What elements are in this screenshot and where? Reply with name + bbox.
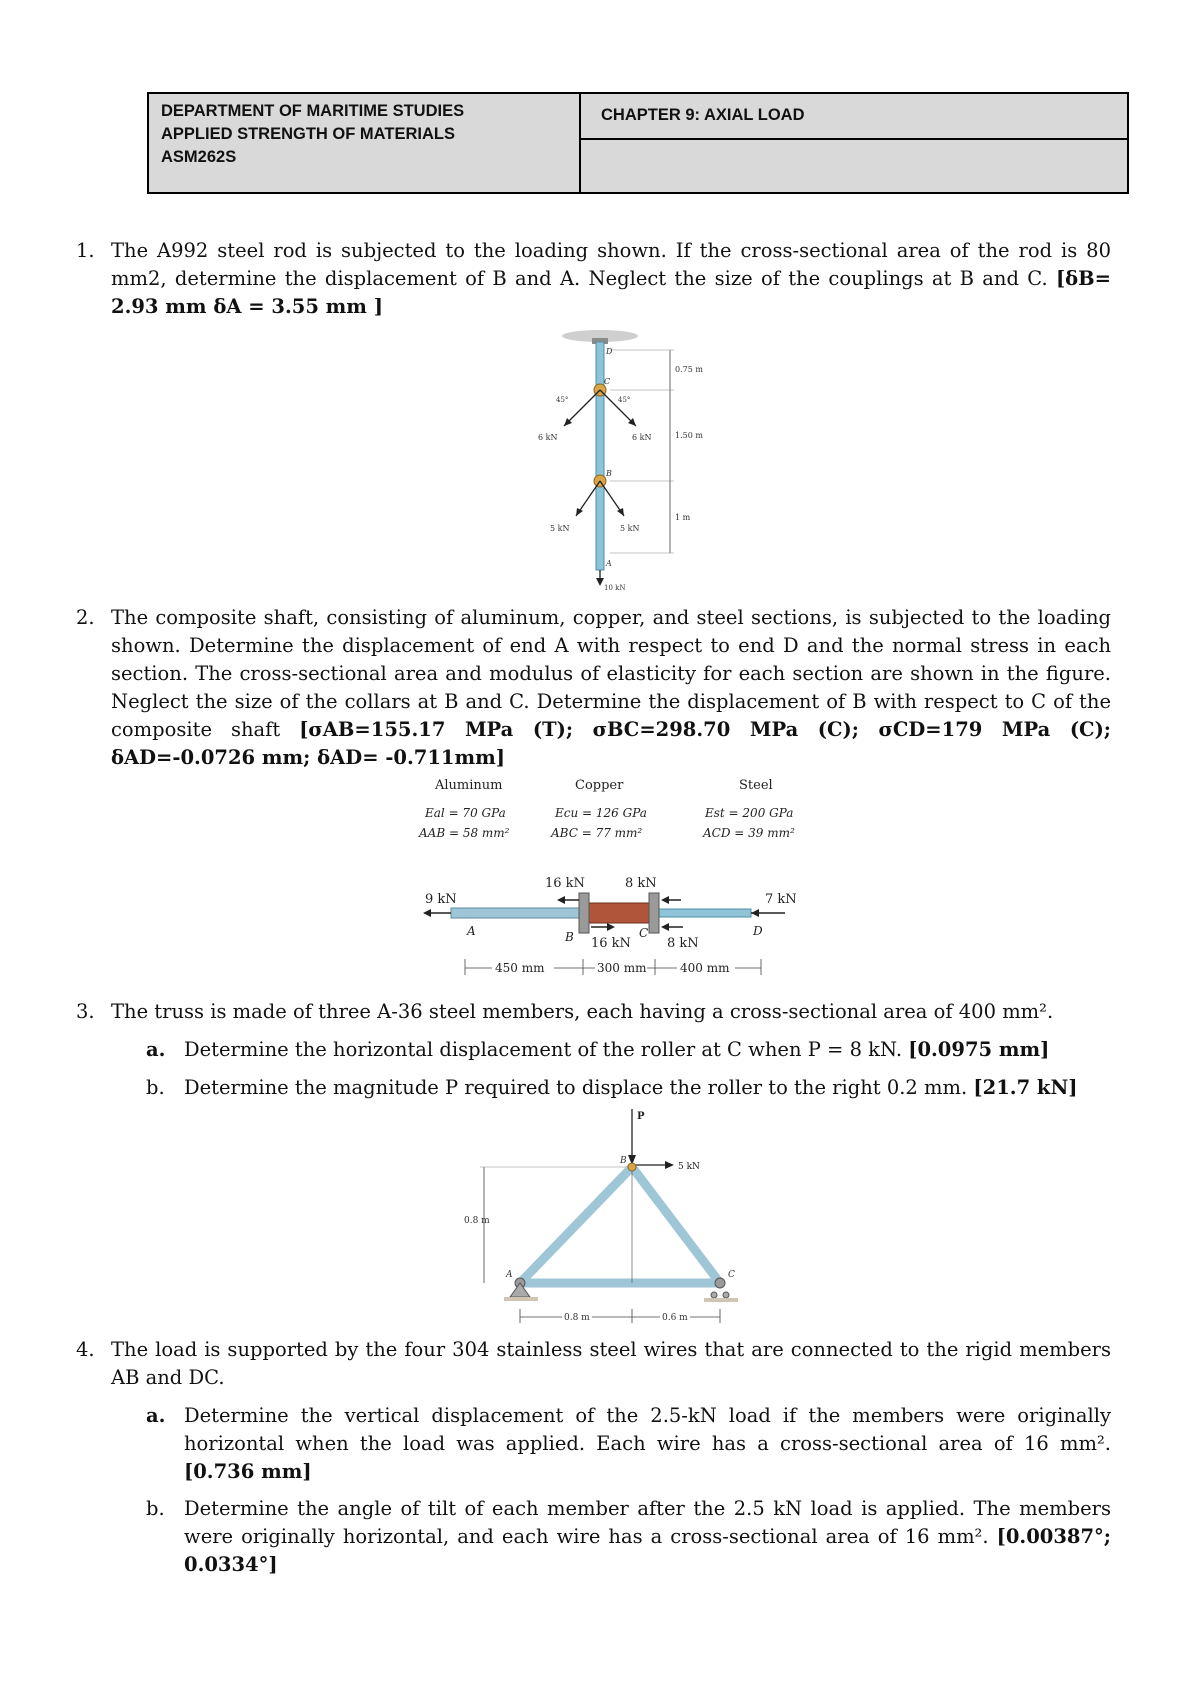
problem-1: [76, 237, 1111, 321]
load-label: 16 kN: [591, 936, 631, 951]
sub-text: Determine the magnitude P required to displace the roller to the right 0.2 mm.: [184, 1076, 968, 1099]
material-name: Steel: [739, 778, 773, 793]
figure-composite-shaft: [415, 775, 815, 980]
load-label: 8 kN: [667, 936, 699, 951]
point-label: B: [620, 1156, 627, 1166]
point-label: C: [728, 1270, 735, 1280]
collar-B: [579, 893, 589, 933]
sub-answer: [0.736 mm]: [184, 1460, 312, 1483]
header-empty-cell: [581, 140, 1127, 192]
point-label: A: [606, 559, 612, 568]
material-name: Aluminum: [435, 778, 503, 793]
copper-section: [587, 903, 651, 923]
point-label: A: [506, 1270, 513, 1280]
load-label: 6 kN: [538, 433, 558, 442]
department-name: DEPARTMENT OF MARITIME STUDIES: [161, 102, 465, 120]
problem-4a: [146, 1402, 1111, 1486]
material-area: AAB = 58 mm²: [419, 826, 510, 840]
sub-letter: b.: [146, 1076, 165, 1099]
figure-truss: [464, 1105, 760, 1327]
material-modulus: Ecu = 126 GPa: [555, 806, 647, 820]
problem-text: The A992 steel rod is subjected to the loading shown. If the cross-sectional area of the rod is 80 mm2, determine the displacement of B and A. Neglect the size of the couplings at B and C.: [111, 239, 1111, 290]
problem-3a: [146, 1036, 1111, 1064]
material-area: ACD = 39 mm²: [703, 826, 795, 840]
roller-support-C: [715, 1278, 725, 1288]
problem-2: [76, 604, 1111, 772]
point-label: A: [467, 924, 476, 938]
load-label: 6 kN: [632, 433, 652, 442]
angle-label: 45°: [556, 396, 569, 404]
problem-text: The load is supported by the four 304 stainless steel wires that are connected to the rigid members AB and DC.: [111, 1338, 1111, 1389]
joint-B: [628, 1163, 636, 1171]
steel-section: [651, 909, 751, 917]
material-modulus: Est = 200 GPa: [705, 806, 794, 820]
problem-text: The truss is made of three A-36 steel members, each having a cross-sectional area of 400 mm².: [111, 1000, 1054, 1023]
sub-text: Determine the horizontal displacement of the roller at C when P = 8 kN.: [184, 1038, 903, 1061]
member-AB: [520, 1167, 632, 1283]
figure-axial-rod: [520, 328, 720, 590]
problem-4: [76, 1336, 1111, 1392]
sub-answer: [0.00387°; 0.0334°]: [184, 1525, 1111, 1576]
load-label: 8 kN: [625, 876, 657, 891]
chapter-title: CHAPTER 9: AXIAL LOAD: [581, 94, 1127, 140]
dim-label: 0.6 m: [662, 1313, 688, 1323]
steel-rod: [596, 342, 604, 570]
point-label: B: [606, 469, 612, 478]
dim-label: 0.8 m: [564, 1313, 590, 1323]
problem-3b: [146, 1074, 1111, 1102]
problem-3: [76, 998, 1111, 1026]
load-label: 5 kN: [550, 524, 570, 533]
length-label: 300 mm: [597, 961, 647, 975]
angle-label: 45°: [618, 396, 631, 404]
dim-label: 1 m: [675, 513, 691, 522]
course-name: APPLIED STRENGTH OF MATERIALS: [161, 125, 455, 143]
length-label: 450 mm: [495, 961, 545, 975]
load-label: 16 kN: [545, 876, 585, 891]
problem-4b: [146, 1495, 1111, 1579]
point-label: B: [565, 930, 574, 944]
sub-answer: [21.7 kN]: [973, 1076, 1078, 1099]
course-code: ASM262S: [161, 148, 237, 166]
load-label: 10 kN: [604, 584, 626, 592]
problem-number: 1.: [76, 239, 95, 262]
sub-letter: a.: [146, 1404, 166, 1427]
length-label: 400 mm: [680, 961, 730, 975]
problem-answer: [σAB=155.17 MPa (T); σBC=298.70 MPa (C); σCD=179 MPa (C); δAD=-0.0726 mm; δAD= -0.711mm]: [111, 718, 1112, 769]
material-modulus: Eal = 70 GPa: [425, 806, 506, 820]
problem-number: 4.: [76, 1338, 95, 1361]
collar-C: [649, 893, 659, 933]
point-label: C: [639, 926, 649, 940]
problem-text: The composite shaft, consisting of aluminum, copper, and steel sections, is subjected to the loading shown. Determine the displacement of end A with respect to end D and the normal stress in each section. The cross-sectional area and modulus of elasticity for each section are shown in the figure. Neglect the size of the collars at B and C. Determine the displacement of B with respect to C of the composite shaft: [111, 606, 1111, 741]
point-label: D: [606, 347, 613, 356]
load-label: 7 kN: [765, 892, 797, 907]
load-label: 5 kN: [620, 524, 640, 533]
sub-letter: a.: [146, 1038, 166, 1061]
load-label: P: [637, 1111, 645, 1122]
sub-text: Determine the angle of tilt of each member after the 2.5 kN load is applied. The members were originally horizontal, and each wire has a cross-sectional area of 16 mm².: [184, 1497, 1111, 1548]
dim-label: 0.75 m: [675, 365, 703, 374]
dim-label: 0.8 m: [464, 1216, 490, 1226]
load-label: 5 kN: [678, 1162, 700, 1172]
point-label: D: [753, 924, 763, 938]
load-label: 9 kN: [425, 892, 457, 907]
sub-answer: [0.0975 mm]: [908, 1038, 1050, 1061]
aluminum-section: [451, 908, 587, 918]
sub-text: Determine the vertical displacement of the 2.5-kN load if the members were originally horizontal when the load was applied. Each wire has a cross-sectional area of 16 mm².: [184, 1404, 1111, 1455]
material-name: Copper: [575, 778, 624, 793]
problem-number: 2.: [76, 606, 95, 629]
member-BC: [632, 1167, 720, 1283]
material-area: ABC = 77 mm²: [551, 826, 643, 840]
sub-letter: b.: [146, 1497, 165, 1520]
header-table: [147, 92, 1129, 194]
dim-label: 1.50 m: [675, 431, 703, 440]
problem-number: 3.: [76, 1000, 95, 1023]
header-course-info: [149, 94, 581, 192]
problem-answer: [δB= 2.93 mm δA = 3.55 mm ]: [111, 267, 1111, 318]
point-label: C: [604, 377, 611, 386]
